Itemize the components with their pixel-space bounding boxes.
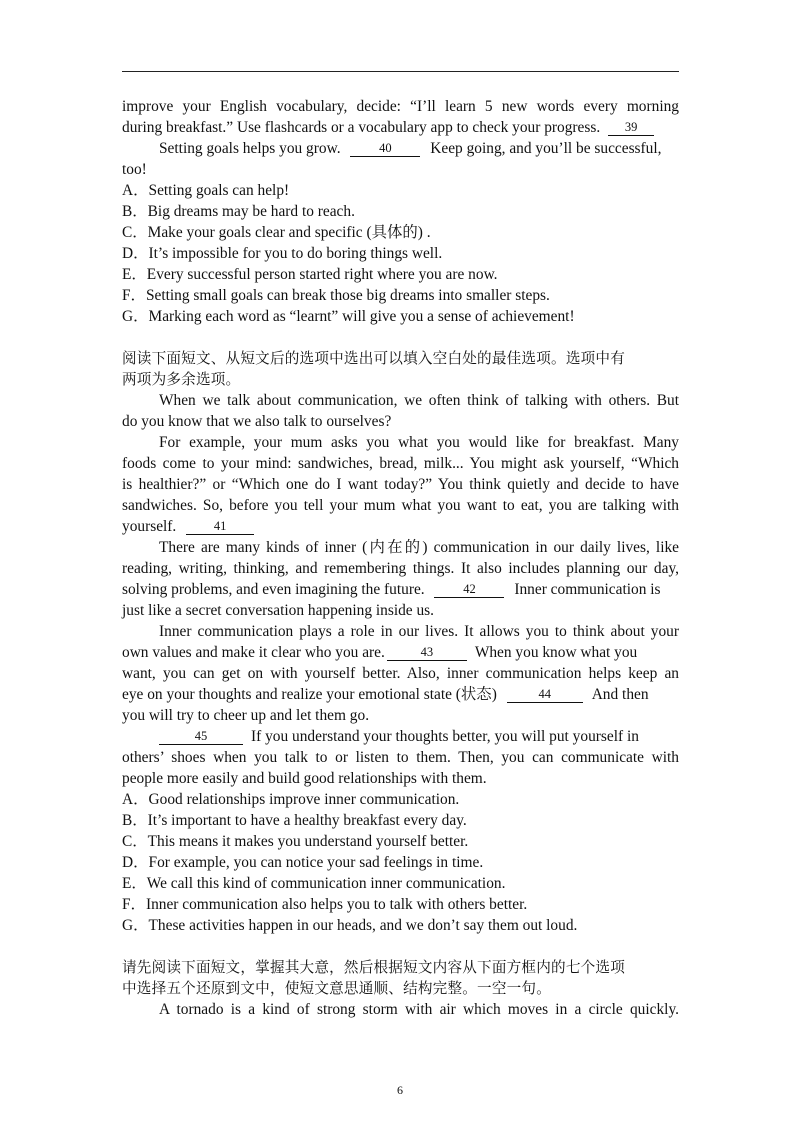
text-line: others’ shoes when you talk to or listen to them. Then, you can communicate with [122, 749, 679, 766]
text-line: too! [122, 161, 147, 178]
header-rule [122, 71, 679, 72]
text-line: want, you can get on with yourself better. Also, inner communication helps keep an [122, 665, 679, 682]
option-item: D．It’s impossible for you to do boring things well. [122, 245, 443, 262]
answer-blank-40[interactable]: 40 [350, 141, 420, 157]
option-item: G．Marking each word as “learnt” will give you a sense of achievement! [122, 308, 575, 325]
page-number: 6 [397, 1083, 403, 1097]
option-item: E．Every successful person started right where you are now. [122, 266, 498, 283]
answer-blank-43[interactable]: 43 [387, 645, 467, 661]
option-item: A．Setting goals can help! [122, 182, 290, 199]
instruction-line: 请先阅读下面短文，掌握其大意，然后根据短文内容从下面方框内的七个选项 [122, 959, 625, 976]
answer-blank-42[interactable]: 42 [434, 582, 504, 598]
answer-blank-39[interactable]: 39 [608, 120, 654, 136]
option-item: B．It’s important to have a healthy breakfast every day. [122, 812, 467, 829]
options-list-1 [122, 180, 679, 327]
text-line: Inner communication plays a role in our lives. It allows you to think about your [159, 623, 679, 640]
text-line: reading, writing, thinking, and remembering things. It also includes planning our day, [122, 560, 679, 577]
option-item: F．Inner communication also helps you to talk with others better. [122, 896, 528, 913]
text-line: When we talk about communication, we often think of talking with others. But [159, 392, 679, 409]
text-line: improve your English vocabulary, decide: “I’ll learn 5 new words every morning [122, 98, 679, 115]
option-item: C．This means it makes you understand yourself better. [122, 833, 469, 850]
text-line: foods come to your mind: sandwiches, bread, milk... You might ask yourself, “Which [122, 455, 679, 472]
text-line: eye on your thoughts and realize your emotional state (状态) 44 And then [122, 686, 649, 703]
option-item: A．Good relationships improve inner communication. [122, 791, 460, 808]
text-line: do you know that we also talk to ourselves? [122, 413, 392, 430]
text-line: solving problems, and even imagining the future. 42 Inner communication is [122, 581, 661, 598]
option-item: F．Setting small goals can break those big dreams into smaller steps. [122, 287, 550, 304]
text-line: just like a secret conversation happening inside us. [122, 602, 435, 619]
option-item: C．Make your goals clear and specific (具体的) . [122, 224, 431, 241]
text-line: Setting goals helps you grow. 40 Keep going, and you’ll be successful, [159, 140, 662, 157]
text-line: own values and make it clear who you are. 43 When you know what you [122, 644, 638, 661]
text-line: For example, your mum asks you what you would like for breakfast. Many [159, 434, 679, 451]
instruction-line: 中选择五个还原到文中，使短文意思通顺、结构完整。一空一句。 [122, 980, 552, 997]
text-line: during breakfast.” Use flashcards or a vocabulary app to check your progress. 39 [122, 117, 679, 138]
answer-blank-45[interactable]: 45 [159, 729, 243, 745]
instruction-line: 两项为多余选项。 [122, 371, 241, 388]
instruction-line: 阅读下面短文、从短文后的选项中选出可以填入空白处的最佳选项。选项中有 [122, 350, 625, 367]
options-list-2 [122, 789, 679, 936]
text-line: is healthier?” or “Which one do I want today?” You think quietly and decide to have [122, 476, 679, 493]
option-item: G．These activities happen in our heads, and we don’t say them out loud. [122, 917, 578, 934]
answer-blank-41[interactable]: 41 [186, 519, 254, 535]
text-line: A tornado is a kind of strong storm with air which moves in a circle quickly. [159, 1001, 679, 1018]
text-line: you will try to cheer up and let them go. [122, 707, 370, 724]
option-item: B．Big dreams may be hard to reach. [122, 203, 355, 220]
text-line: There are many kinds of inner (内在的) communication in our daily lives, like [159, 539, 679, 556]
answer-blank-44[interactable]: 44 [507, 687, 583, 703]
text-line: 45 If you understand your thoughts better, you will put yourself in [122, 726, 679, 747]
text-line: yourself. 41 [122, 516, 679, 537]
option-item: E．We call this kind of communication inner communication. [122, 875, 506, 892]
option-item: D．For example, you can notice your sad feelings in time. [122, 854, 484, 871]
text-line: people more easily and build good relationships with them. [122, 770, 487, 787]
text-line: sandwiches. So, before you tell your mum what you want to eat, you are talking with [122, 497, 679, 514]
page-content [122, 96, 679, 1020]
